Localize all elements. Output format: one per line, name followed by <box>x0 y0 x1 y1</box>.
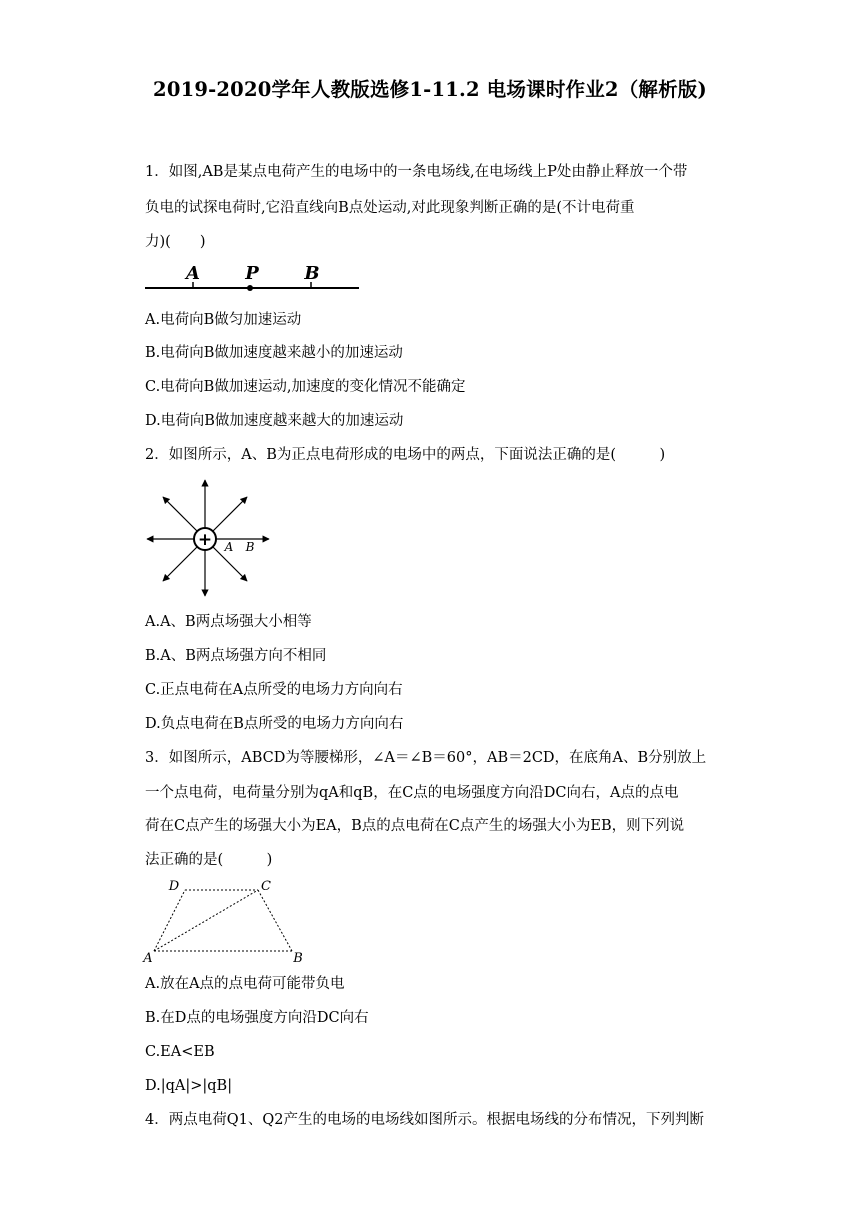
page-title: 2019-2020学年人教版选修1-11.2 电场课时作业2（解析版) <box>153 78 707 101</box>
q2-option-a: A.A、B两点场强大小相等 <box>145 614 312 630</box>
q2-radial-field-figure <box>145 478 275 598</box>
q1-option-d: D.电荷向B做加速度越来越大的加速运动 <box>145 413 404 429</box>
q3-label-d: D <box>168 879 180 894</box>
q3-trapezoid-figure <box>142 876 312 966</box>
q3-stem-line-2: 一个点电荷，电荷量分别为qA和qB，在C点的电场强度方向沿DC向右，A点的点电 <box>145 785 679 801</box>
q1-option-a: A.电荷向B做匀加速运动 <box>145 312 302 328</box>
q1-label-p: P <box>245 263 259 284</box>
q1-label-a: A <box>186 263 200 284</box>
q3-stem-line-4: 法正确的是( ) <box>145 852 273 868</box>
q3-option-a: A.放在A点的点电荷可能带负电 <box>145 976 345 992</box>
q4-stem: 4．两点电荷Q1、Q2产生的电场的电场线如图所示。根据电场线的分布情况，下列判断 <box>145 1112 704 1128</box>
q1-option-b: B.电荷向B做加速度越来越小的加速运动 <box>145 345 403 361</box>
q1-option-c: C.电荷向B做加速运动,加速度的变化情况不能确定 <box>145 379 466 395</box>
q3-label-c: C <box>261 879 271 894</box>
q3-option-d: D.|qA|>|qB| <box>145 1078 233 1094</box>
q2-option-b: B.A、B两点场强方向不相同 <box>145 648 327 664</box>
q1-field-line-figure <box>145 262 365 296</box>
q3-label-b: B <box>293 951 303 966</box>
q1-stem-line-1: 1．如图,AB是某点电荷产生的电场中的一条电场线,在电场线上P处由静止释放一个带 <box>145 164 688 180</box>
q2-option-c: C.正点电荷在A点所受的电场力方向向右 <box>145 682 403 698</box>
q3-option-c: C.EA<EB <box>145 1044 215 1060</box>
q3-option-b: B.在D点的电场强度方向沿DC向右 <box>145 1010 369 1026</box>
q1-label-b: B <box>304 263 320 284</box>
q3-stem-line-1: 3．如图所示，ABCD为等腰梯形，∠A＝∠B＝60°，AB＝2CD，在底角A、B分别放上 <box>145 750 707 766</box>
q2-label-b: B <box>245 540 255 554</box>
q1-stem-line-3: 力)( ) <box>145 234 206 250</box>
q2-label-a: A <box>224 540 234 554</box>
q2-stem: 2．如图所示，A、B为正点电荷形成的电场中的两点，下面说法正确的是( ) <box>145 447 666 463</box>
q3-stem-line-3: 荷在C点产生的场强大小为EA，B点的点电荷在C点产生的场强大小为EB，则下列说 <box>145 818 685 834</box>
q3-label-a: A <box>143 951 153 966</box>
q1-stem-line-2: 负电的试探电荷时,它沿直线向B点处运动,对此现象判断正确的是(不计电荷重 <box>145 200 635 216</box>
q2-plus-charge-label: + <box>197 530 213 550</box>
q2-option-d: D.负点电荷在B点所受的电场力方向向右 <box>145 716 404 732</box>
